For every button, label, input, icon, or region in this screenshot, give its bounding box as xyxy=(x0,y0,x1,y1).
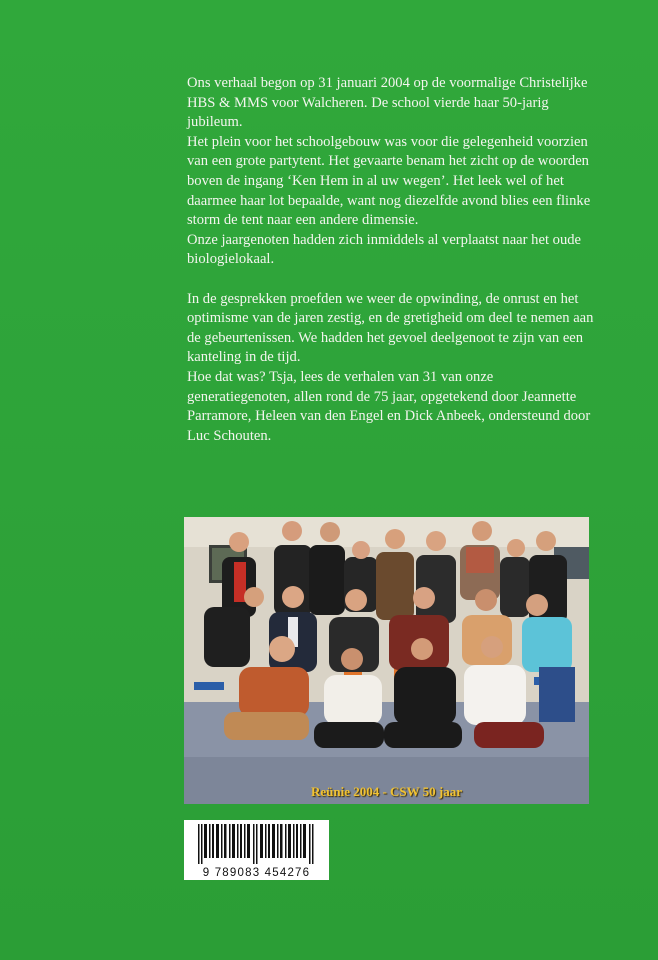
paragraph-intro: Ons verhaal begon op 31 januari 2004 op de voormalige Christelijke HBS & MMS voor Walcheren. De school vierde haar 50-jarig jubileum. xyxy=(187,75,588,131)
photo-caption: Reünie 2004 - CSW 50 jaar xyxy=(310,784,463,799)
paragraph-gap xyxy=(187,270,597,290)
paragraph-conversations: In de gesprekken proefden we weer de opwinding, de onrust en het optimisme van de jaren zestig, en de gretigheid om deel te nemen aan de gebeurtenissen. We hadden het gevoel deelgenoot te zijn van een kanteling in de tijd. xyxy=(187,290,594,366)
barcode xyxy=(184,820,329,880)
paragraph-stories: Hoe dat was? Tsja, lees de verhalen van 31 van onze generatiegenoten, allen rond de 75 jaar, opgetekend door Jeannette Parramore, Heleen van den Engel en Dick Anbeek, ondersteund door Luc Schouten. xyxy=(187,368,591,444)
paragraph-classroom: Onze jaargenoten hadden zich inmiddels al verplaatst naar het oude biologielokaal. xyxy=(187,231,582,268)
group-photo-illustration xyxy=(184,517,589,804)
group-photo xyxy=(184,517,589,804)
paragraph-tent: Het plein voor het schoolgebouw was voor die gelegenheid voorzien van een grote partytent. Het gevaarte benam het zicht op de woorden boven de ingang ‘Ken Hem in al uw wegen’. Het leek wel of het daarmee haar lot bepaalde, want nog diezelfde avond blies een flinke storm de tent naar een andere dimensie. xyxy=(187,133,591,229)
barcode-bars xyxy=(198,824,316,864)
blurb-text xyxy=(187,74,597,446)
isbn-number: 9 789083 454276 xyxy=(202,867,311,879)
